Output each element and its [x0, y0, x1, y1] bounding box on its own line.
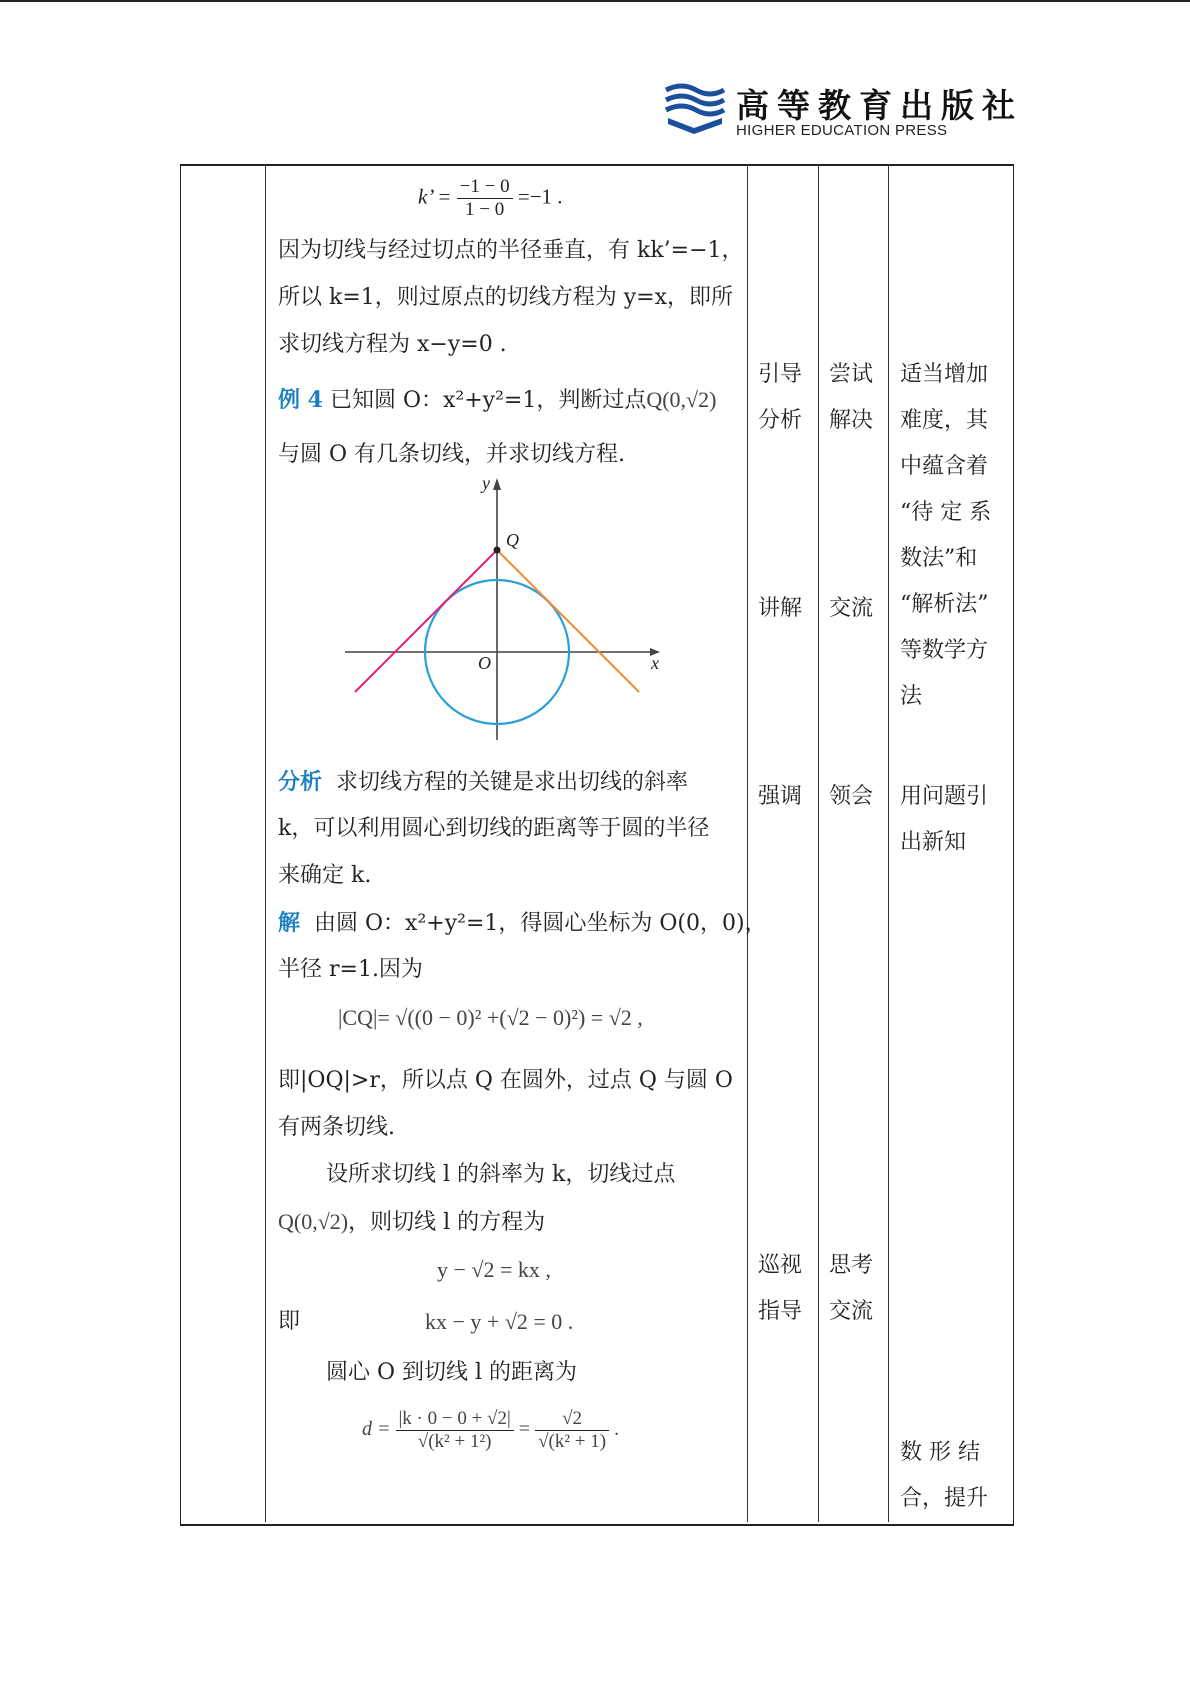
publisher-logo: [662, 80, 1023, 140]
analysis-label: 分析: [278, 769, 323, 795]
solution-label: 解: [278, 910, 301, 936]
cq-formula: |CQ|= √((0 − 0)² +(√2 − 0)²) = √2 ,: [338, 1005, 643, 1030]
tangent-equation-general: kx − y + √2 = 0 .: [425, 1309, 574, 1334]
column-divider: [747, 164, 748, 1522]
tangent-figure: [330, 470, 670, 750]
top-border: [0, 0, 1190, 2]
analysis-line: 分析 求切线方程的关键是求出切线的斜率: [278, 769, 689, 795]
content-line: 求切线方程为 x−y=0 .: [278, 332, 507, 357]
q-label: Q: [506, 530, 519, 550]
solution-line: 即|OQ|>r，所以点 Q 在圆外，过点 Q 与圆 O: [278, 1068, 733, 1093]
point-q: [494, 547, 501, 554]
tangent-line-right: [497, 550, 639, 692]
origin-label: O: [478, 653, 491, 673]
column-divider: [888, 164, 889, 1522]
student-activity: 尝试 解决: [829, 362, 874, 433]
student-activity: 领会: [829, 784, 874, 809]
student-activity: 交流: [829, 596, 874, 621]
column-divider: [818, 164, 819, 1522]
eq-prefix: 即: [278, 1309, 301, 1334]
solution-line: 有两条切线.: [278, 1115, 395, 1140]
design-intent: 适当增加 难度，其 中蕴含着 “待 定 系 数法”和 “解析法” 等数学方 法: [900, 362, 992, 709]
publisher-name-cn: 高等教育出版社: [736, 86, 1023, 125]
publisher-emblem-icon: [662, 82, 728, 134]
publisher-name-en: HIGHER EDUCATION PRESS: [736, 122, 948, 139]
teacher-activity: 引导 分析: [758, 362, 803, 433]
solution-line: 圆心 O 到切线 l 的距离为: [326, 1360, 578, 1385]
solution-line: Q(0,√2)，则切线 l 的方程为: [278, 1209, 546, 1235]
student-activity: 思考 交流: [829, 1253, 874, 1324]
design-intent: 用问题引 出新知: [900, 784, 989, 855]
example-label: 例 4: [278, 387, 323, 413]
example-heading: 例 4 已知圆 O：x²+y²=1，判断过点Q(0,√2): [278, 387, 717, 413]
column-divider: [265, 164, 266, 1522]
tangent-equation: y − √2 = kx ,: [437, 1257, 551, 1282]
teacher-activity: 讲解: [758, 596, 803, 621]
design-intent: 数 形 结 合，提升: [900, 1440, 989, 1511]
distance-formula: d = $\frac{|k \cdot 0 - 0 + √2|}{\text{√(k² + 1²)}}$ = $\frac{√2}{\text{√(k² + 1)}}$ .: [362, 1408, 620, 1452]
content-line: 因为切线与经过切点的半径垂直，有 kk’=−1，: [278, 238, 744, 263]
tangent-line-left: [355, 550, 497, 692]
solution-line: 解 由圆 O：x²+y²=1，得圆心坐标为 O(0，0)，: [278, 910, 767, 936]
analysis-line: 来确定 k.: [278, 863, 372, 888]
example-line: 与圆 O 有几条切线，并求切线方程.: [278, 442, 626, 467]
solution-line: 设所求切线 l 的斜率为 k，切线过点: [326, 1162, 676, 1187]
y-axis-arrow-icon: [493, 478, 501, 490]
solution-line: 半径 r=1.因为: [278, 957, 423, 982]
y-axis-label: y: [482, 473, 490, 493]
teacher-activity: 强调: [758, 784, 803, 809]
x-axis-label: x: [651, 653, 659, 673]
slope-formula: k’ = $\frac{-1 - 0}{1 - 0}$ =−1 .: [418, 176, 563, 220]
analysis-line: k，可以利用圆心到切线的距离等于圆的半径: [278, 816, 710, 841]
teacher-activity: 巡视 指导: [758, 1253, 803, 1324]
content-line: 所以 k=1，则过原点的切线方程为 y=x，即所: [278, 285, 734, 310]
